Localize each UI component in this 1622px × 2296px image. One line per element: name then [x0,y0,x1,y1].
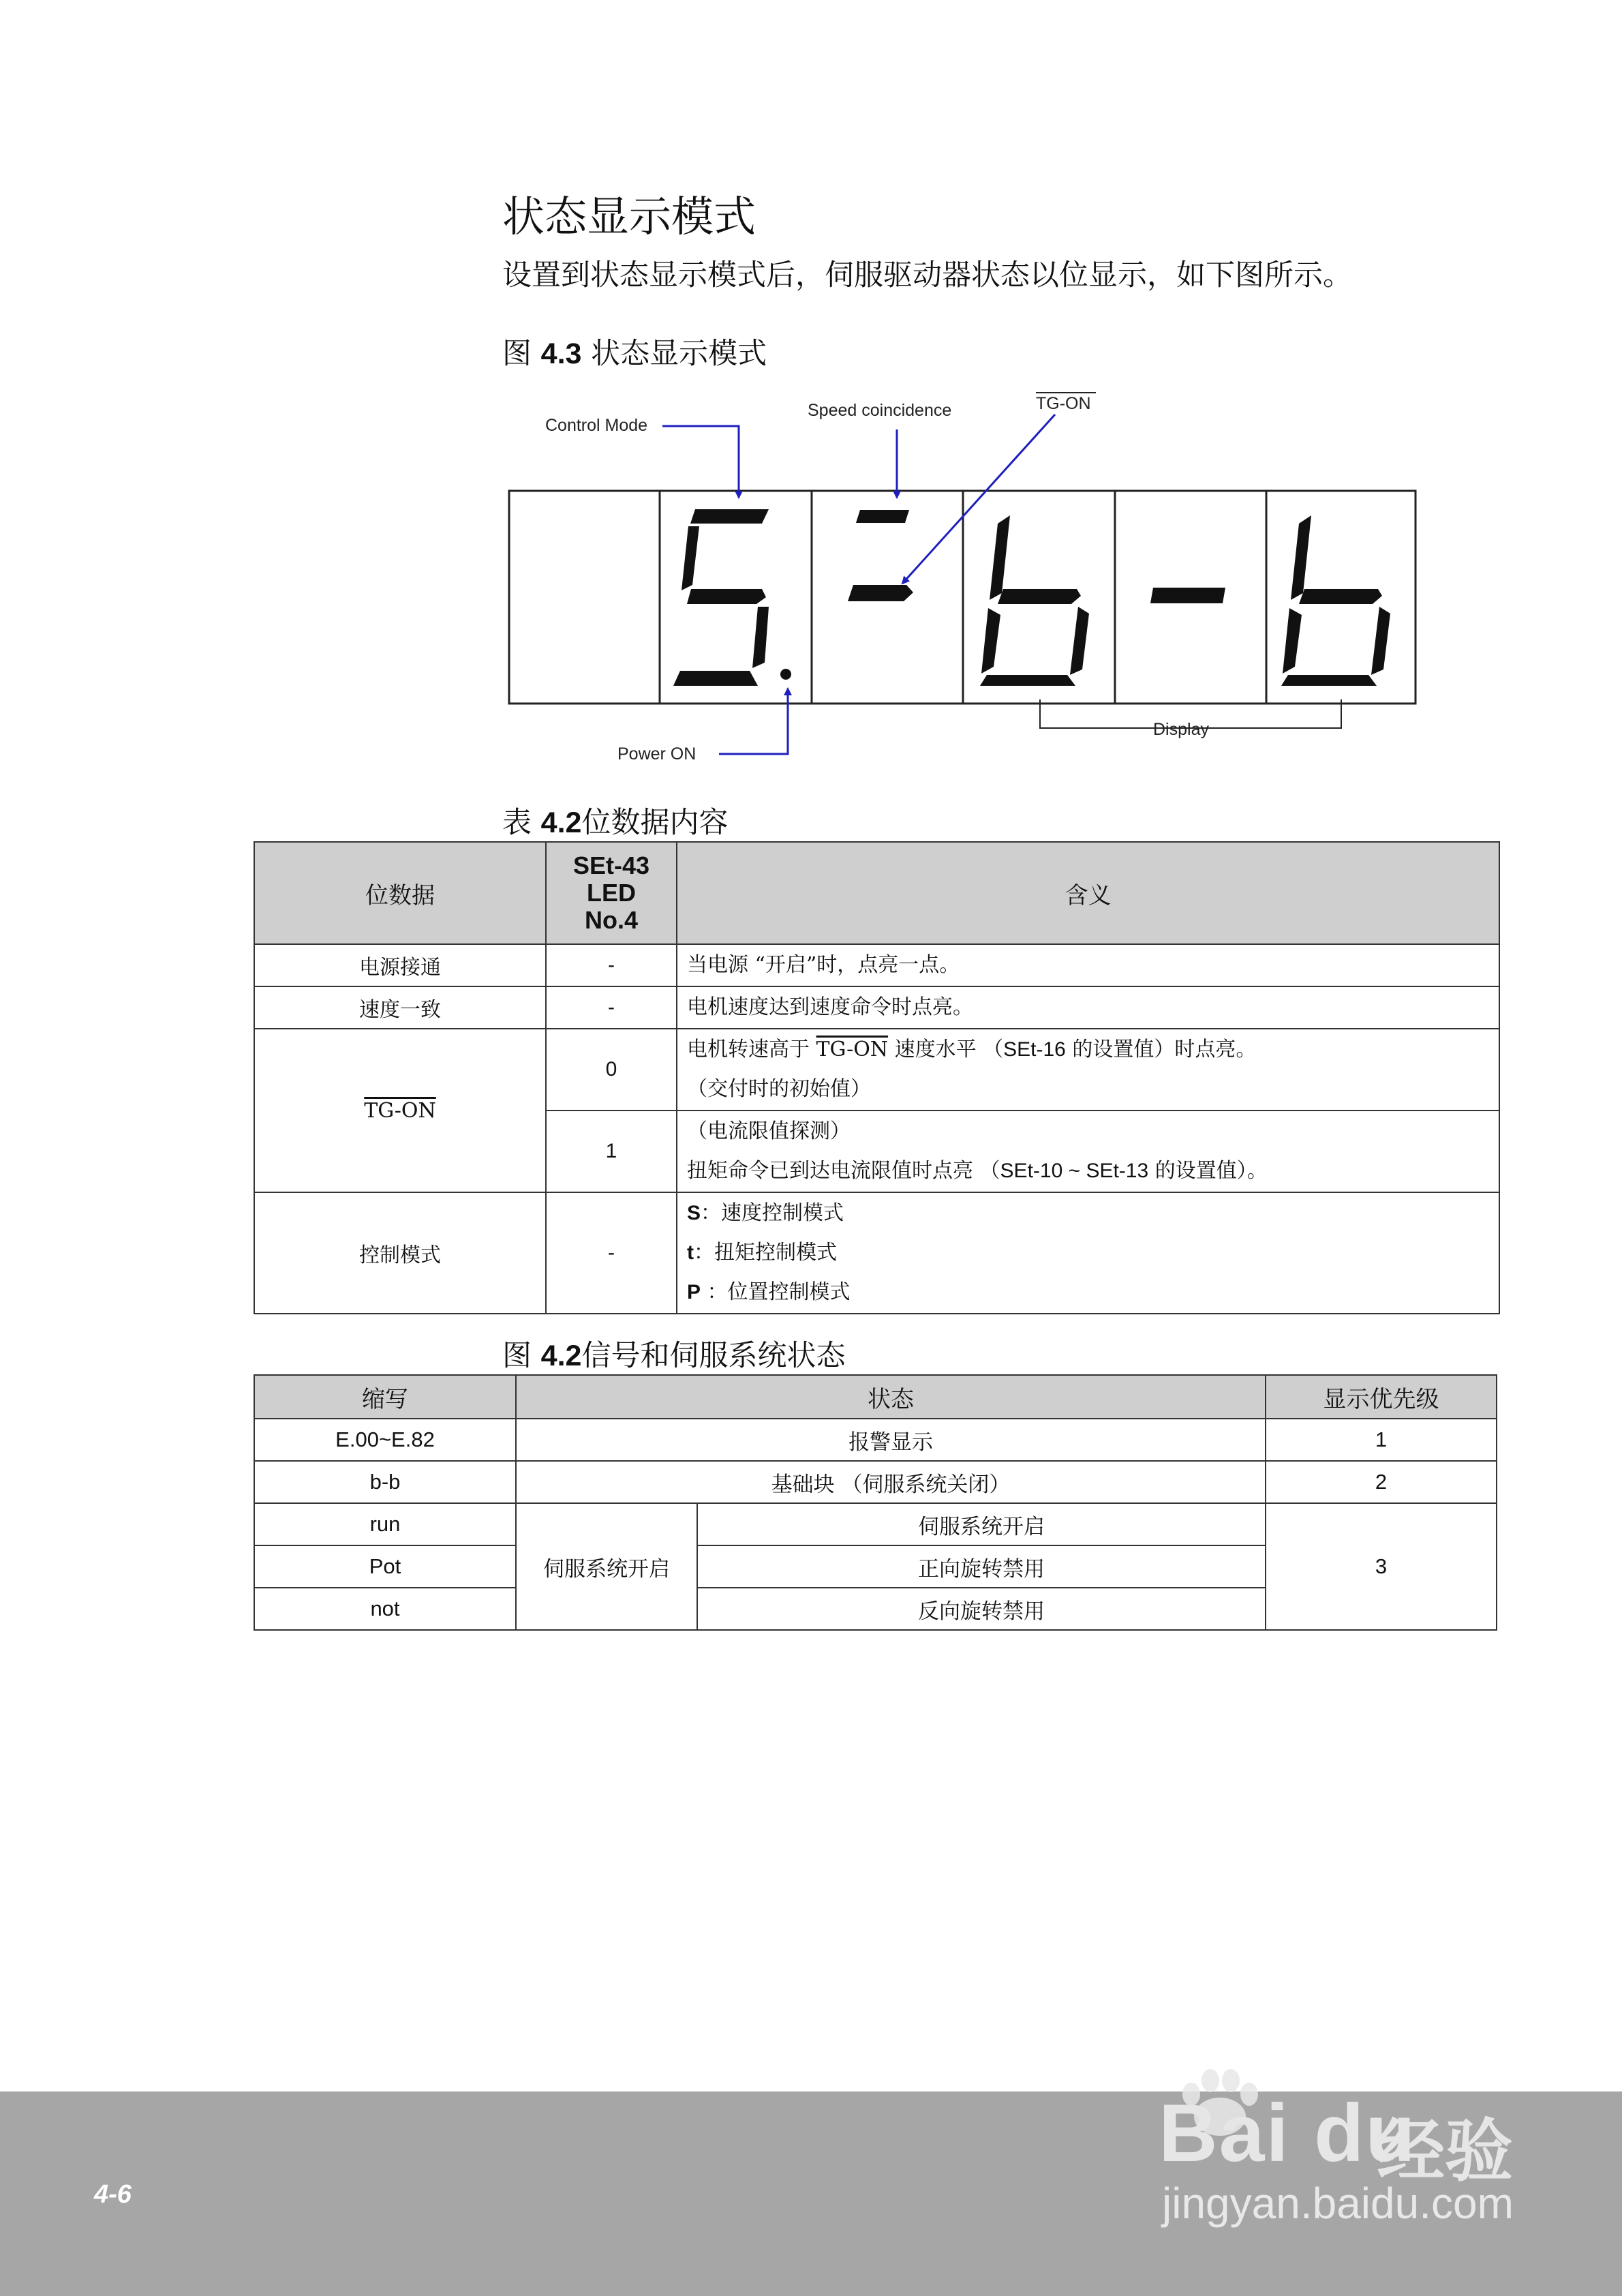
status-display-diagram [498,382,1452,777]
watermark-brand: Bai du [1159,2087,1417,2179]
segment-b1-middle [998,589,1081,604]
section-title: 状态显示模式 [502,192,756,241]
segment-b1-lower-right [1070,607,1089,675]
table1-caption: 表 4.2位数据内容 [502,806,729,840]
segment-s-lower-right [752,607,769,668]
display-label: Display [1153,720,1209,739]
segment-b2-lower-right [1371,607,1390,675]
table-row: 1 （电流限值探测） 扭矩命令已到达电流限值时点亮 （SEt-10 ~ SEt-13 的设置值）。 [254,1111,1499,1192]
table-row: TG-ON 0 电机转速高于 TG-ON 速度水平 （SEt-16 的设置值）时点亮。 （交付时的初始值） [254,1029,1499,1111]
segment-b2-bottom [1281,675,1377,686]
segment-s-upper-left [682,526,699,590]
table-header-row: 缩写 状态 显示优先级 [254,1375,1497,1419]
watermark-url: jingyan.baidu.com [1162,2179,1514,2228]
table2-caption: 图 4.2信号和伺服系统状态 [502,1339,846,1373]
segment-b1-upper-left [990,515,1010,600]
segment-s-bottom [673,671,758,686]
speed-coincidence-label: Speed coincidence [808,401,952,420]
page-number: 4-6 [94,2180,132,2209]
segment-s-middle [687,589,766,604]
servo-status-table [254,1374,1497,1631]
power-on-label: Power ON [617,744,697,764]
led-segments [673,509,1390,686]
speed-coincidence-segment [856,510,909,523]
tg-on-label: TG-ON [1036,394,1091,413]
table-row: E.00~E.82 报警显示 1 [254,1419,1497,1461]
tg-on-segment [848,585,913,601]
table-row: not 反向旋转禁用 [254,1588,1497,1630]
table-row: b-b 基础块 （伺服系统关闭） 2 [254,1461,1497,1503]
bit-data-table [254,841,1500,1314]
power-on-arrow [719,689,788,754]
watermark-jingyan: 经验 [1377,2111,1513,2191]
dash-segment [1150,588,1225,603]
table-header-row [254,842,1499,944]
segment-b2-upper-left [1291,515,1311,600]
segment-b2-lower-left [1283,608,1302,674]
figure-caption: 图 4.3 状态显示模式 [502,337,767,371]
table-row: run 伺服系统开启 伺服系统开启 3 [254,1503,1497,1545]
segment-b1-lower-left [981,608,1000,674]
segment-s-top [690,509,769,524]
power-on-dot [780,669,791,680]
header-led-no: SEt-43 LED No.4 [546,842,677,944]
segment-b1-bottom [980,675,1075,686]
header-meaning: 含义 [677,842,1499,944]
table-row: 电源接通 - 当电源 “开启”时，点亮一点。 [254,944,1499,986]
header-bit-data: 位数据 [254,842,546,944]
control-mode-arrow [662,426,739,498]
table-row: 速度一致 - 电机速度达到速度命令时点亮。 [254,986,1499,1029]
table-row: Pot 正向旋转禁用 [254,1545,1497,1588]
tg-on-arrow [902,414,1055,584]
intro-text: 设置到状态显示模式后，伺服驱动器状态以位显示，如下图所示。 [502,258,1352,292]
segment-b2-middle [1299,589,1382,604]
led-panel [509,491,1416,704]
control-mode-label: Control Mode [545,416,648,435]
table-row: 控制模式 - S：速度控制模式 t：扭矩控制模式 P ：位置控制模式 [254,1192,1499,1314]
